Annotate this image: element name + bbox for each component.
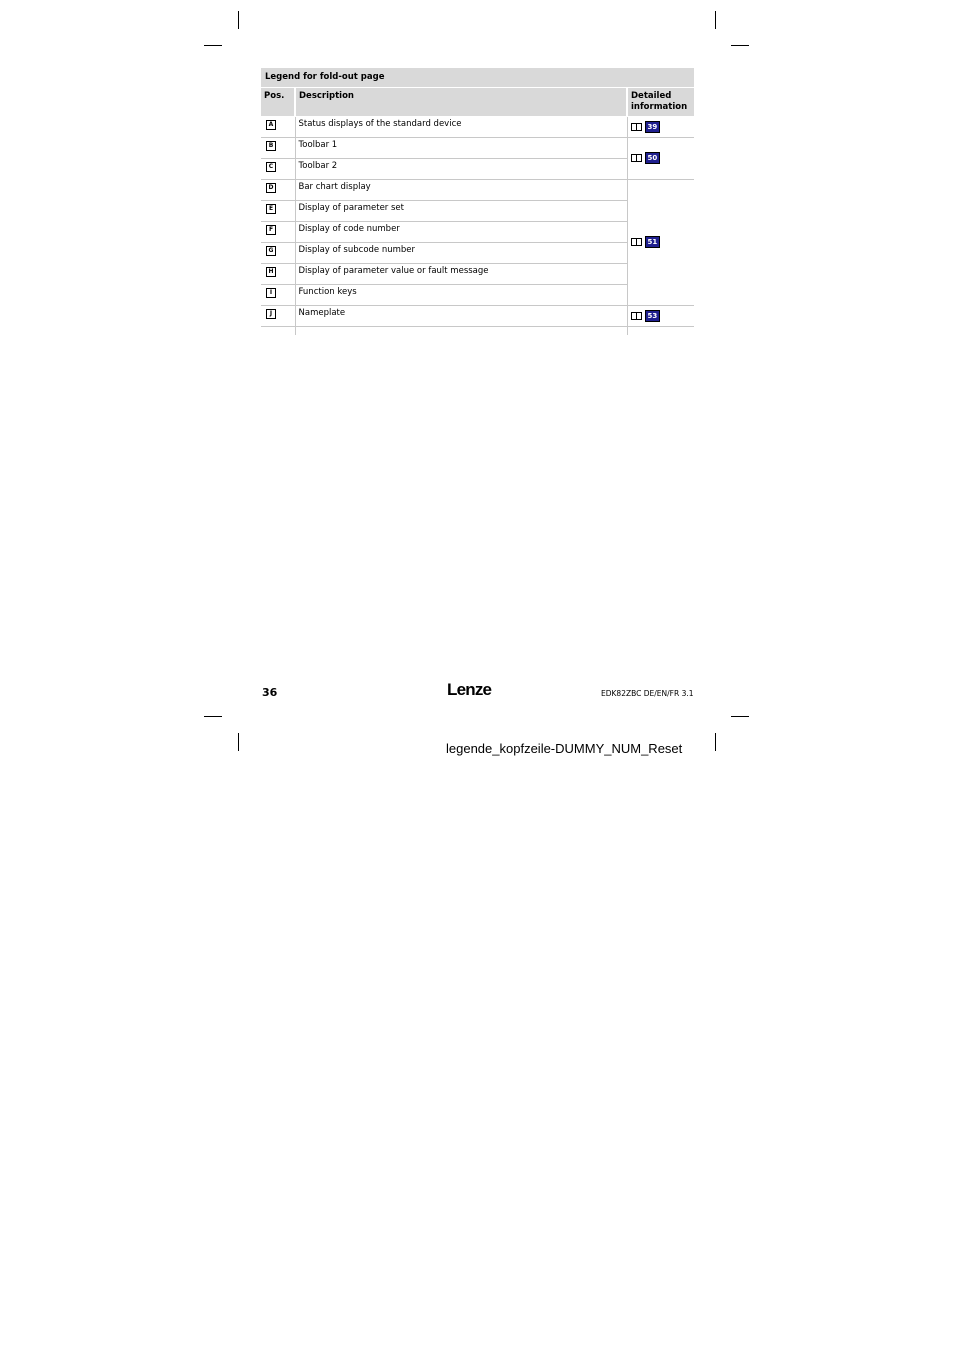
row-description: Bar chart display — [295, 180, 627, 201]
header-detailed-information — [627, 88, 694, 117]
row-description: Display of parameter value or fault message — [295, 264, 627, 285]
pos-marker: J — [266, 309, 276, 319]
pos-marker: H — [266, 267, 276, 277]
header-info-line2: information — [631, 102, 688, 112]
crop-mark-bottom-left-h — [204, 716, 222, 717]
lenze-logo: Lenze — [447, 680, 492, 699]
row-description: Nameplate — [295, 306, 627, 327]
row-description: Status displays of the standard device — [295, 117, 627, 138]
legend-table — [261, 88, 694, 335]
crop-mark-top-right-h — [731, 45, 749, 46]
book-icon — [631, 238, 642, 246]
page-reference[interactable] — [627, 306, 694, 327]
table-row — [261, 180, 694, 201]
row-description: Display of parameter set — [295, 201, 627, 222]
book-icon — [631, 312, 642, 320]
pos-marker: I — [266, 288, 276, 298]
row-description: Toolbar 2 — [295, 159, 627, 180]
pos-marker: F — [266, 225, 276, 235]
table-row — [261, 306, 694, 327]
book-icon — [631, 123, 642, 131]
crop-mark-top-right — [715, 11, 716, 29]
row-description: Display of subcode number — [295, 243, 627, 264]
crop-mark-bottom-right — [715, 733, 716, 751]
table-row — [261, 138, 694, 159]
pos-marker: B — [266, 141, 276, 151]
legend-header-row — [261, 88, 694, 117]
pos-marker: D — [266, 183, 276, 193]
table-tail-row — [261, 327, 694, 336]
page-reference[interactable] — [627, 117, 694, 138]
page-ref-link[interactable]: 39 — [645, 121, 661, 133]
page-reference[interactable] — [627, 138, 694, 180]
page-number: 36 — [262, 686, 278, 699]
crop-mark-top-left — [238, 11, 239, 29]
header-info-line1: Detailed — [631, 91, 672, 101]
crop-mark-top-left-h — [204, 45, 222, 46]
pos-marker: A — [266, 120, 276, 130]
crop-mark-bottom-left — [238, 733, 239, 751]
file-tag: legende_kopfzeile-DUMMY_NUM_Reset — [446, 741, 683, 756]
row-description: Toolbar 1 — [295, 138, 627, 159]
page-ref-link[interactable]: 50 — [645, 152, 661, 164]
crop-mark-bottom-right-h — [731, 716, 749, 717]
legend-title: Legend for fold-out page — [261, 68, 694, 87]
row-description: Function keys — [295, 285, 627, 306]
pos-marker: G — [266, 246, 276, 256]
header-pos: Pos. — [261, 88, 295, 117]
book-icon — [631, 154, 642, 162]
page-ref-link[interactable]: 53 — [645, 310, 661, 322]
page-reference[interactable] — [627, 180, 694, 306]
legend-table-block — [261, 68, 694, 335]
document-id: EDK82ZBC DE/EN/FR 3.1 — [601, 689, 694, 698]
pos-marker: E — [266, 204, 276, 214]
page-ref-link[interactable]: 51 — [645, 236, 661, 248]
header-description: Description — [295, 88, 627, 117]
row-description: Display of code number — [295, 222, 627, 243]
table-row — [261, 117, 694, 138]
pos-marker: C — [266, 162, 276, 172]
